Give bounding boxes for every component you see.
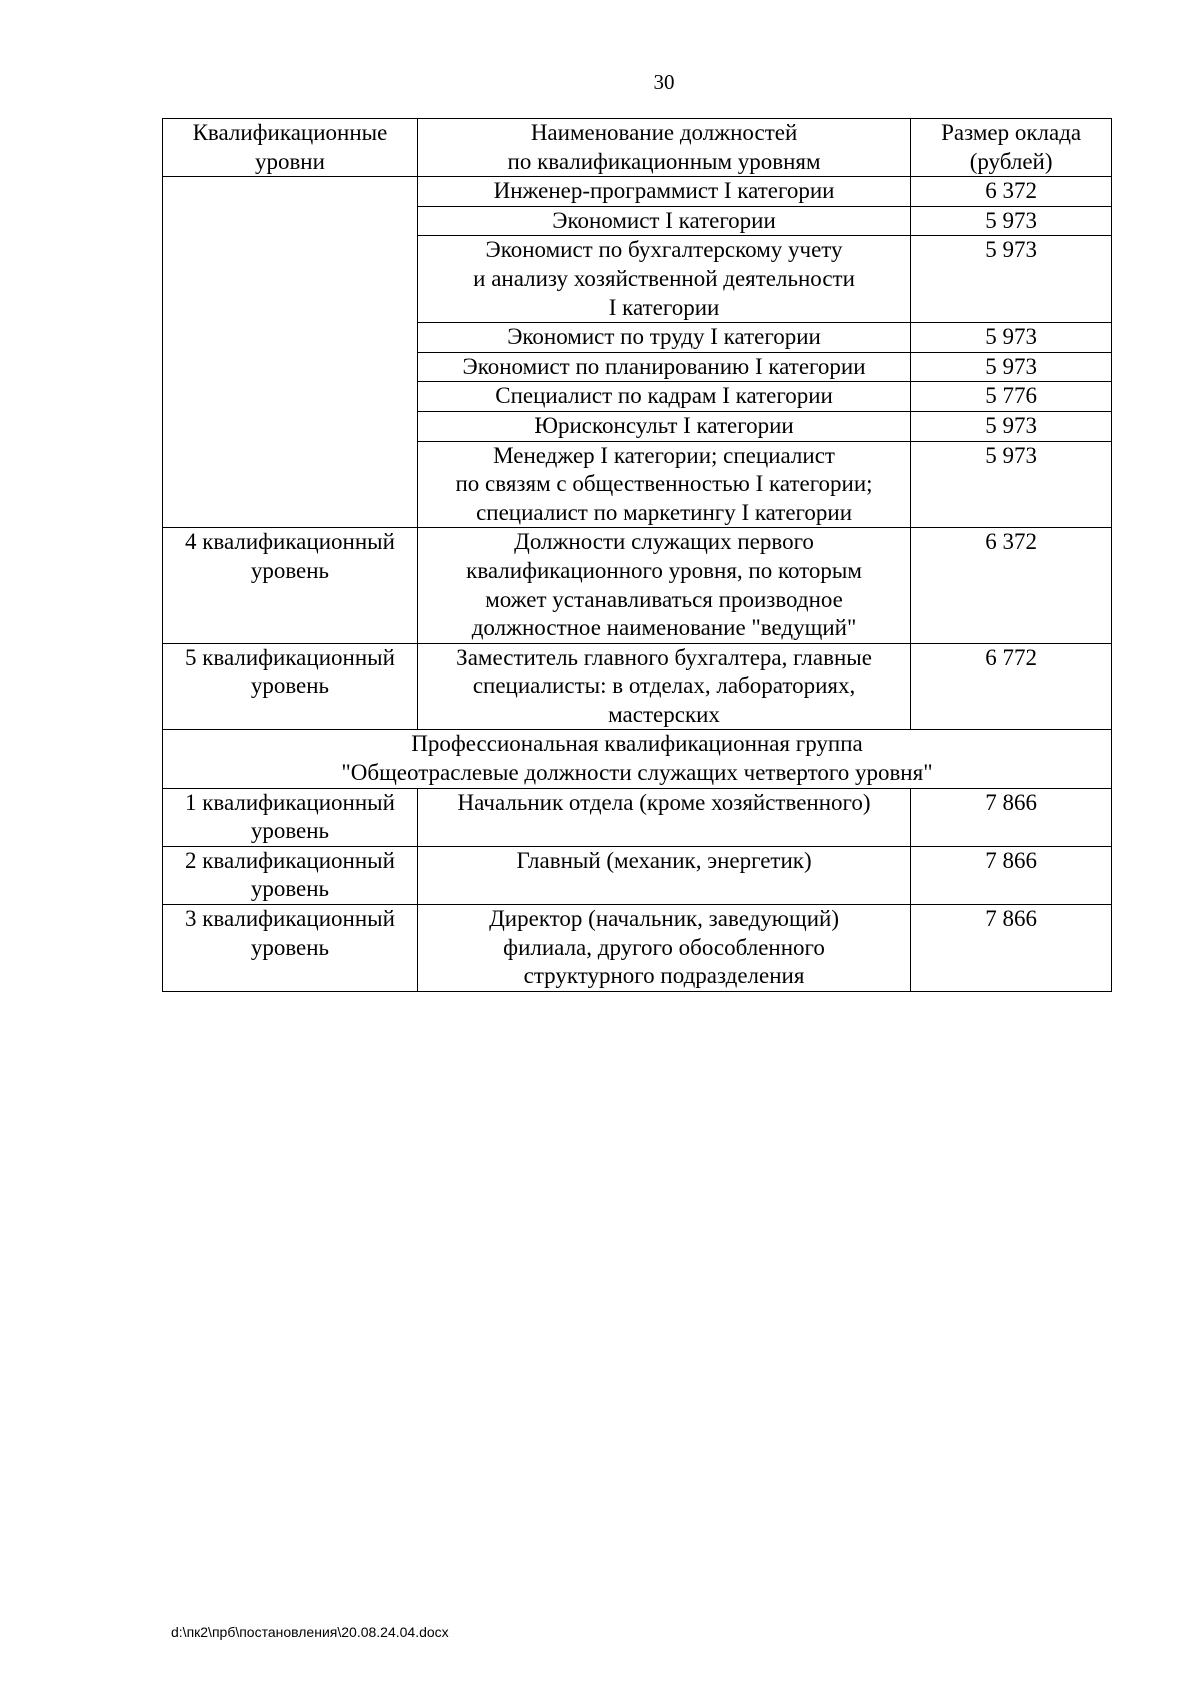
salary-cell: 5 973	[911, 236, 1112, 323]
group-heading: Профессиональная квалификационная группа "Общеотраслевые должности служащих четвертого уровня"	[163, 730, 1112, 788]
position-cell: Экономист по планированию I категории	[417, 352, 910, 382]
table-row	[163, 528, 1112, 643]
position-cell: Экономист I категории	[417, 206, 910, 236]
salary-cell: 5 973	[911, 352, 1112, 382]
page-number: 30	[653, 70, 675, 94]
level-cell: 1 квалификационный уровень	[163, 788, 418, 846]
footer-file-path: d:\пк2\прб\постановления\20.08.24.04.docx	[171, 1624, 449, 1640]
position-cell: Экономист по бухгалтерскому учету и анализу хозяйственной деятельности I категории	[417, 236, 910, 323]
header-position-names: Наименование должностей по квалификационным уровням	[417, 119, 910, 177]
salary-cell: 6 372	[911, 528, 1112, 643]
position-cell: Менеджер I категории; специалист по связям с общественностью I категории; специалист по маркетингу I категории	[417, 441, 910, 528]
table-row	[163, 846, 1112, 904]
level-cell: 2 квалификационный уровень	[163, 846, 418, 904]
salary-cell: 7 866	[911, 905, 1112, 992]
level-cell: 3 квалификационный уровень	[163, 905, 418, 992]
salary-cell: 5 973	[911, 206, 1112, 236]
position-cell: Инженер-программист I категории	[417, 177, 910, 207]
table-row	[163, 643, 1112, 730]
header-qualification-levels: Квалификационные уровни	[163, 119, 418, 177]
position-cell: Специалист по кадрам I категории	[417, 382, 910, 412]
position-cell: Начальник отдела (кроме хозяйственного)	[417, 788, 910, 846]
level-cell: 4 квалификационный уровень	[163, 528, 418, 643]
position-cell: Директор (начальник, заведующий) филиала, другого обособленного структурного подразделения	[417, 905, 910, 992]
salary-cell: 7 866	[911, 788, 1112, 846]
salary-table	[162, 118, 1112, 992]
position-cell: Заместитель главного бухгалтера, главные специалисты: в отделах, лабораториях, мастерских	[417, 643, 910, 730]
level-cell-continued	[163, 177, 418, 528]
salary-cell: 6 772	[911, 643, 1112, 730]
salary-cell: 5 973	[911, 441, 1112, 528]
salary-cell: 5 973	[911, 323, 1112, 353]
salary-cell: 6 372	[911, 177, 1112, 207]
table-header-row	[163, 119, 1112, 177]
salary-cell: 5 776	[911, 382, 1112, 412]
position-cell: Экономист по труду I категории	[417, 323, 910, 353]
table-row	[163, 177, 1112, 207]
table-row	[163, 788, 1112, 846]
group-heading-row	[163, 730, 1112, 788]
position-cell: Юрисконсульт I категории	[417, 411, 910, 441]
header-salary: Размер оклада (рублей)	[911, 119, 1112, 177]
salary-cell: 5 973	[911, 411, 1112, 441]
table-row	[163, 905, 1112, 992]
position-cell: Главный (механик, энергетик)	[417, 846, 910, 904]
salary-cell: 7 866	[911, 846, 1112, 904]
level-cell: 5 квалификационный уровень	[163, 643, 418, 730]
position-cell: Должности служащих первого квалификационного уровня, по которым может устанавливаться производное должностное наименование "ведущий"	[417, 528, 910, 643]
